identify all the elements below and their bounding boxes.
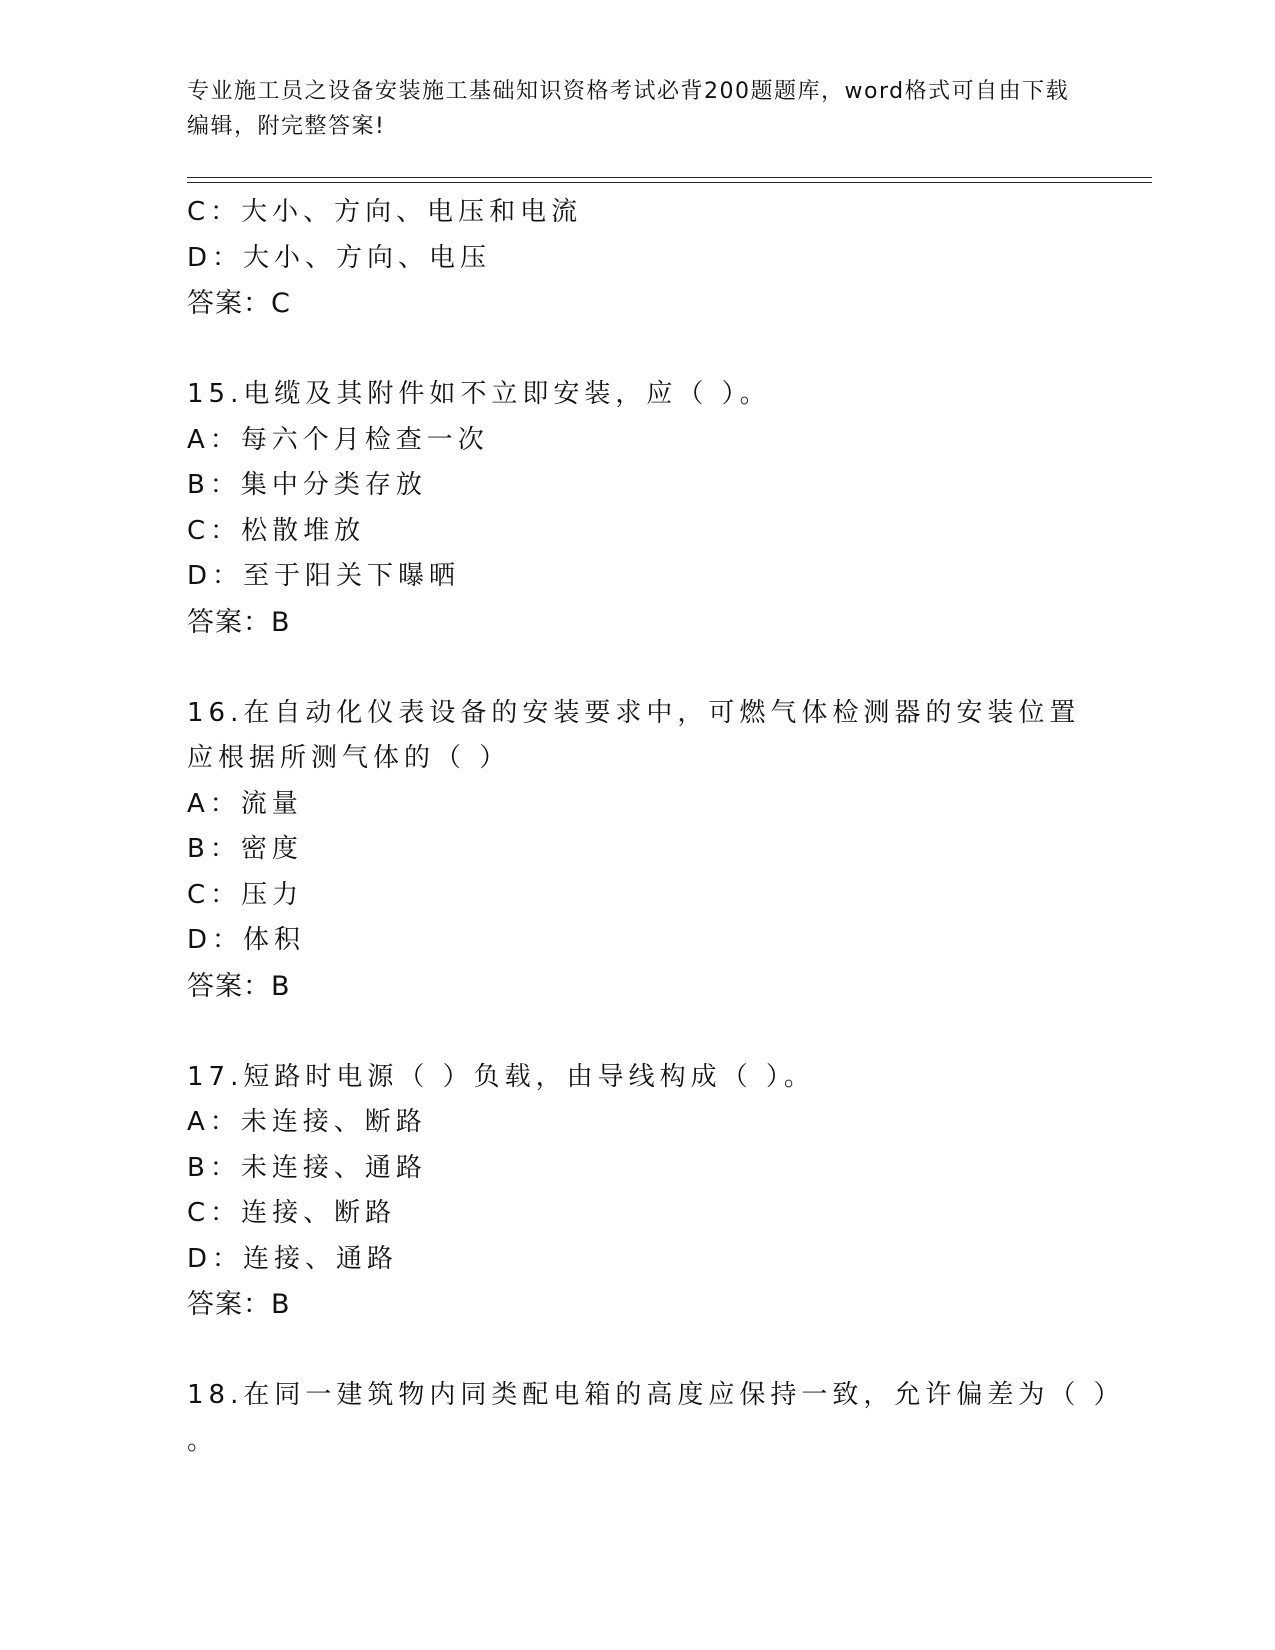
option-b: B：未连接、通路 — [187, 1152, 427, 1183]
answer-line: 答案：B — [187, 970, 291, 1002]
question-block-14 — [187, 190, 1087, 327]
question-stem: 17.短路时电源（ ）负载，由导线构成（ ）。 — [187, 1061, 815, 1092]
question-block-18 — [187, 1373, 1125, 1464]
option-c: C：松散堆放 — [187, 515, 366, 546]
answer-line: 答案：B — [187, 606, 291, 638]
question-block-16 — [187, 691, 1087, 1010]
answer-line: 答案：C — [187, 288, 291, 319]
option-b: B：密度 — [187, 834, 303, 864]
answer-line: 答案：B — [187, 1289, 291, 1320]
question-stem: 15.电缆及其附件如不立即安装，应（ ）。 — [187, 379, 771, 409]
option-c: C：大小、方向、电压和电流 — [187, 197, 583, 227]
document-header: 专业施工员之设备安装施工基础知识资格考试必背200题题库，word格式可自由下载编辑，附完整答案! — [187, 79, 1070, 139]
question-stem: 16.在自动化仪表设备的安装要求中，可燃气体检测器的安装位置应根据所测气体的（ ） — [187, 697, 1081, 773]
question-list — [187, 190, 1125, 1464]
option-c: C：连接、断路 — [187, 1198, 397, 1228]
header-rule-bottom — [187, 182, 1152, 183]
question-stem-tail: 。 — [187, 1425, 214, 1456]
question-stem: 18.在同一建筑物内同类配电箱的高度应保持一致，允许偏差为（ ） — [187, 1380, 1125, 1410]
spacer — [187, 1328, 1087, 1374]
option-d: D：大小、方向、电压 — [187, 242, 492, 273]
spacer — [187, 645, 1087, 691]
option-a: A：未连接、断路 — [187, 1107, 427, 1137]
spacer — [187, 1009, 1087, 1055]
option-a: A：流量 — [187, 788, 303, 819]
question-block-17 — [187, 1055, 1087, 1328]
option-d: D：连接、通路 — [187, 1243, 399, 1274]
spacer — [187, 327, 1087, 373]
option-a: A：每六个月检查一次 — [187, 424, 489, 455]
header-rule-top — [187, 177, 1152, 178]
question-block-15 — [187, 372, 1087, 645]
option-d: D：至于阳关下曝晒 — [187, 561, 461, 591]
option-d: D：体积 — [187, 925, 306, 955]
option-b: B：集中分类存放 — [187, 470, 427, 500]
option-c: C：压力 — [187, 879, 304, 910]
